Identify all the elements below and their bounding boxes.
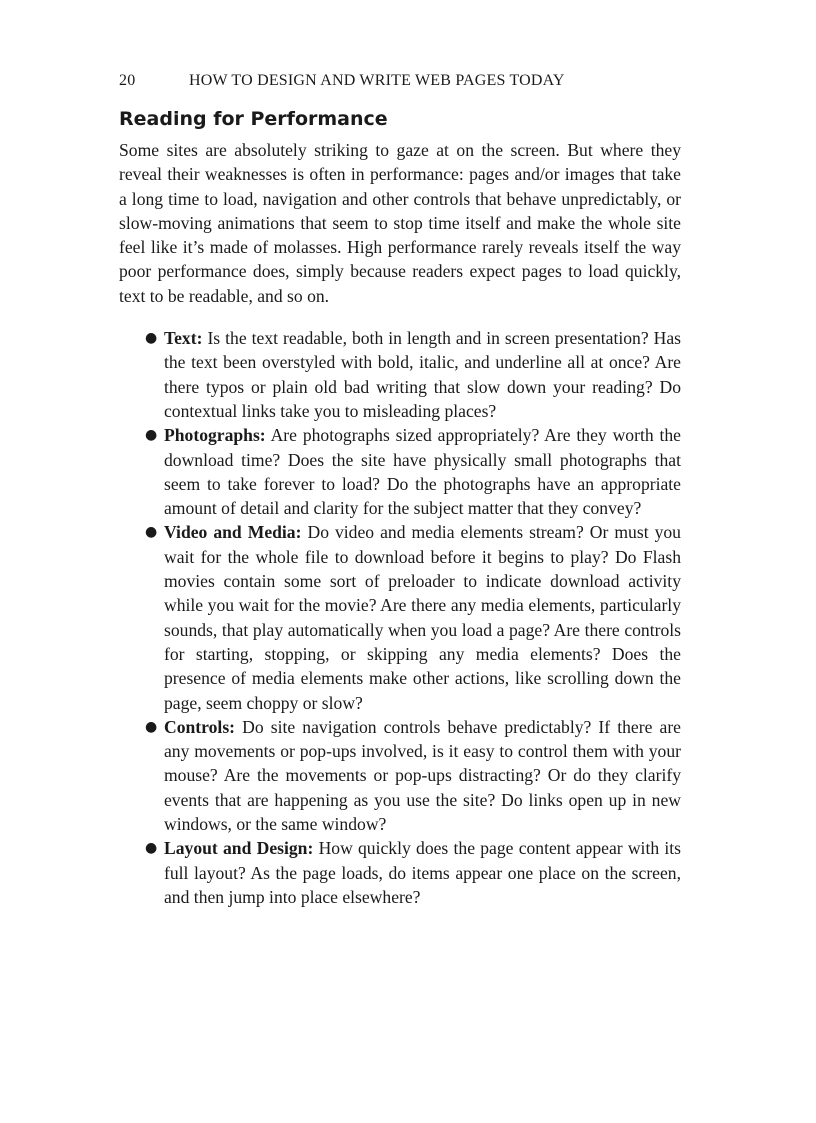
bullet-term: Photographs: (164, 425, 266, 446)
bullet-text: Is the text readable, both in length and in screen presentation? Has the text been overstyled with bold, italic, and underline all at once? Are there typos or plain old bad writing that slow down your reading? Do contextual links take you to misleading places? (164, 328, 681, 421)
bullet-icon: ● (145, 524, 158, 541)
bullet-icon: ● (145, 330, 158, 347)
list-item-controls (145, 715, 681, 836)
list-item-video-and-media (145, 520, 681, 714)
section-heading: Reading for Performance (119, 108, 388, 130)
bullet-icon: ● (145, 840, 158, 857)
bullet-term: Layout and Design: (164, 838, 314, 859)
running-title: HOW TO DESIGN AND WRITE WEB PAGES TODAY (189, 72, 565, 89)
running-header (119, 68, 681, 94)
bullet-list (119, 326, 681, 909)
bullet-icon: ● (145, 427, 158, 444)
bullet-text: How quickly does the page content appear with its full layout? As the page loads, do items appear one place on the screen, and then jump into place elsewhere? (164, 838, 681, 907)
bullet-term: Controls: (164, 716, 236, 737)
bullet-text: Are photographs sized appropriately? Are they worth the download time? Does the site have physically small photographs that seem to take forever to load? Do the photographs have an appropriate amount of detail and clarity for the subject matter that they convey? (164, 425, 681, 519)
book-page (119, 68, 681, 909)
bullet-text: Do site navigation controls behave predictably? If there are any movements or pop-ups involved, is it easy to control them with your mouse? Are the movements or pop-ups distracting? Or do they clarify events that are happening as you use the site? Do links open up in new windows, or the same window? (164, 716, 681, 835)
bullet-term: Video and Media: (164, 522, 302, 543)
page-number: 20 (119, 72, 136, 89)
list-item-photographs (145, 423, 681, 520)
intro-paragraph: Some sites are absolutely striking to gaze at on the screen. But where they reveal their weaknesses is often in performance: pages and/or images that take a long time to load, navigation and other controls that behave unpredictably, or slow-moving animations that seem to stop time itself and make the whole site feel like it’s made of molasses. High performance rarely reveals itself the way poor performance does, simply because readers expect pages to load quickly, text to be readable, and so on. (119, 140, 681, 306)
list-item-layout-and-design (145, 836, 681, 909)
bullet-term: Text: (164, 328, 203, 349)
bullet-text: Do video and media elements stream? Or must you wait for the whole file to download before it begins to play? Do Flash movies contain some sort of preloader to indicate download activity while you wait for the movie? Are there any media elements, particularly sounds, that play automatically when you load a page? Are there controls for starting, stopping, or skipping any media elements? Does the presence of media elements make other actions, like scrolling down the page, seem choppy or slow? (164, 522, 681, 713)
list-item-text (145, 326, 681, 423)
bullet-icon: ● (145, 718, 158, 735)
